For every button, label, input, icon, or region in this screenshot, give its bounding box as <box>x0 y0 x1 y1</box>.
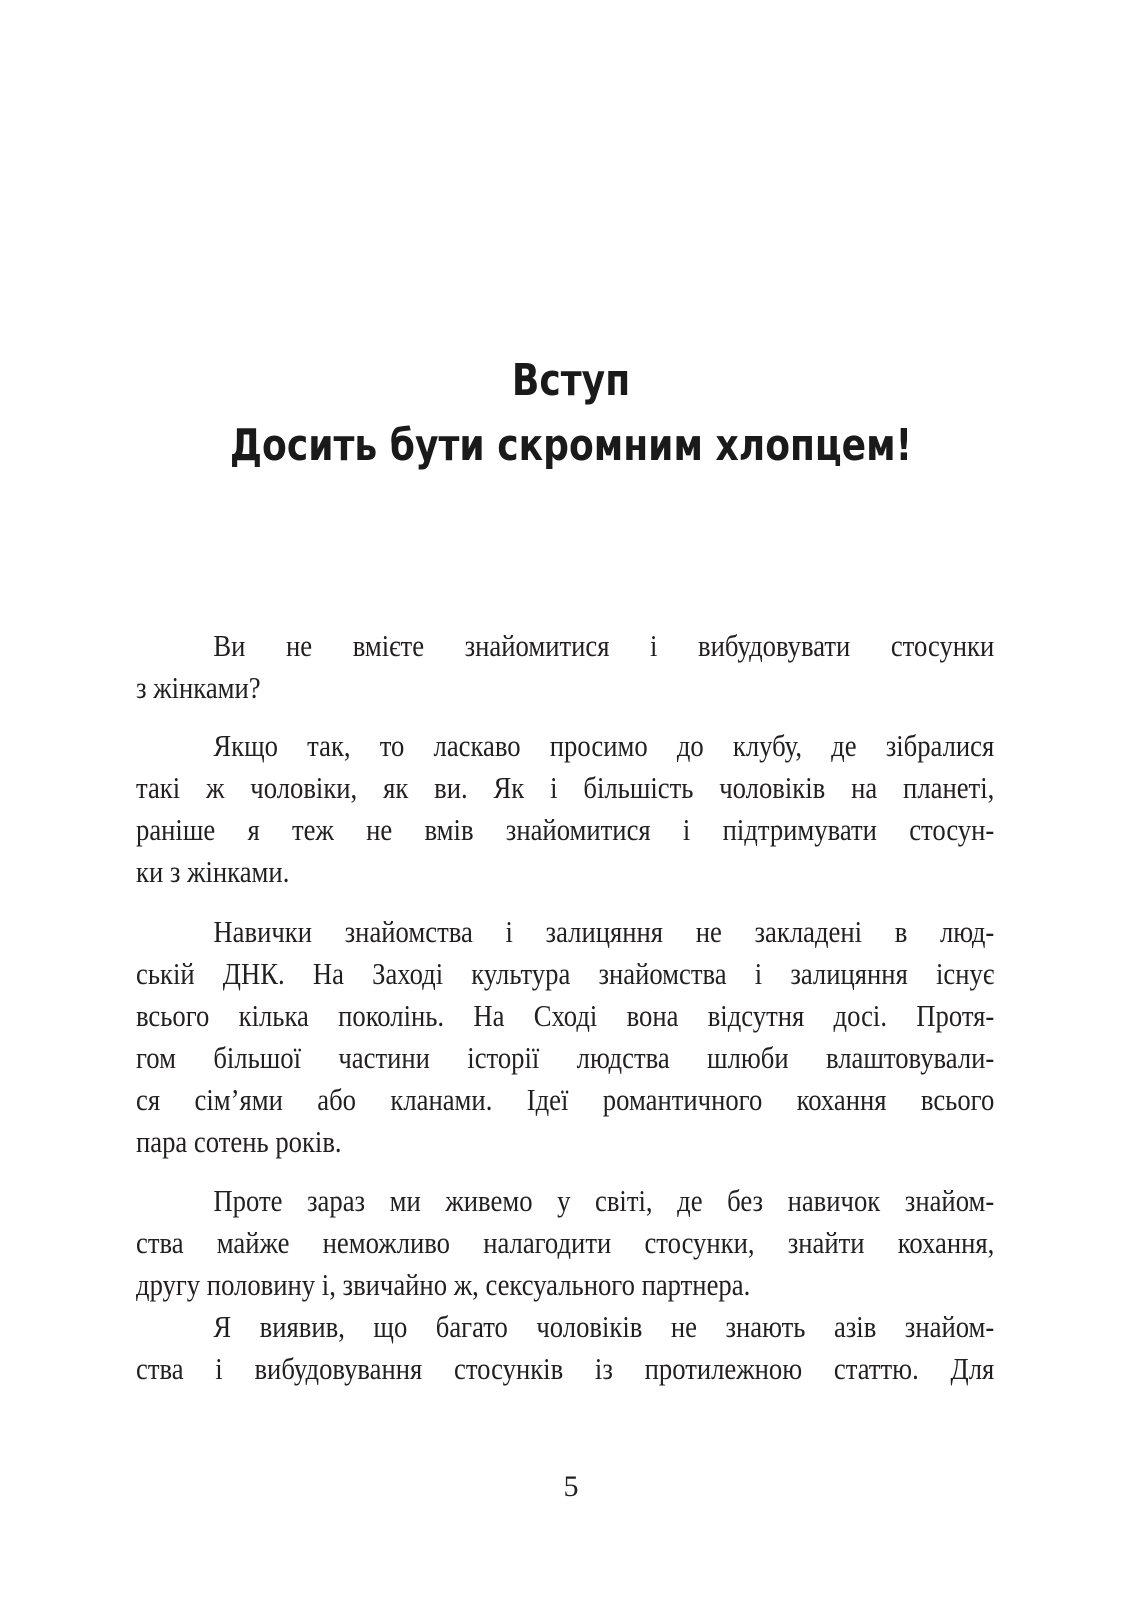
paragraph-3 <box>136 911 994 1163</box>
text-line: Проте зараз ми живемо у світі, де без навичок знайом- <box>213 1183 995 1218</box>
text-line: ства і вибудовування стосунків із протилежною статтю. Для <box>136 1351 995 1386</box>
text-line: Я виявив, що багато чоловіків не знають азів знайом- <box>213 1309 995 1344</box>
page-number: 5 <box>563 1470 579 1503</box>
text-line: ській ДНК. На Заході культура знайомства і залицяння існує <box>136 956 995 991</box>
paragraph-2 <box>136 725 994 893</box>
text-line: Навички знайомства і залицяння не закладені в люд- <box>213 914 995 949</box>
text-line: гом більшої частини історії людства шлюби влаштовували- <box>136 1040 995 1075</box>
text-line: ки з жінками. <box>136 854 290 889</box>
text-line: Якщо так, то ласкаво просимо до клубу, де зібралися <box>213 728 995 763</box>
text-line: з жінками? <box>136 670 261 705</box>
chapter-subtitle: Досить бути скромним хлопцем! <box>229 420 913 471</box>
chapter-title: Вступ <box>511 355 631 406</box>
text-line: ства майже неможливо налагодити стосунки, знайти кохання, <box>136 1225 995 1260</box>
paragraph-5 <box>136 1306 994 1390</box>
paragraph-4 <box>136 1180 994 1306</box>
text-line: всього кілька поколінь. На Сході вона відсутня досі. Протя- <box>136 998 995 1033</box>
text-line: раніше я теж не вмів знайомитися і підтримувати стосун- <box>136 812 995 847</box>
text-line: пара сотень років. <box>136 1124 342 1159</box>
paragraph-1 <box>136 625 994 709</box>
text-line: такі ж чоловіки, як ви. Як і більшість чоловіків на планеті, <box>136 770 995 805</box>
text-line: ся сім’ями або кланами. Ідеї романтичного кохання всього <box>136 1082 995 1117</box>
text-line: другу половину і, звичайно ж, сексуального партнера. <box>136 1267 751 1302</box>
text-line: Ви не вмієте знайомитися і вибудовувати стосунки <box>213 628 995 663</box>
